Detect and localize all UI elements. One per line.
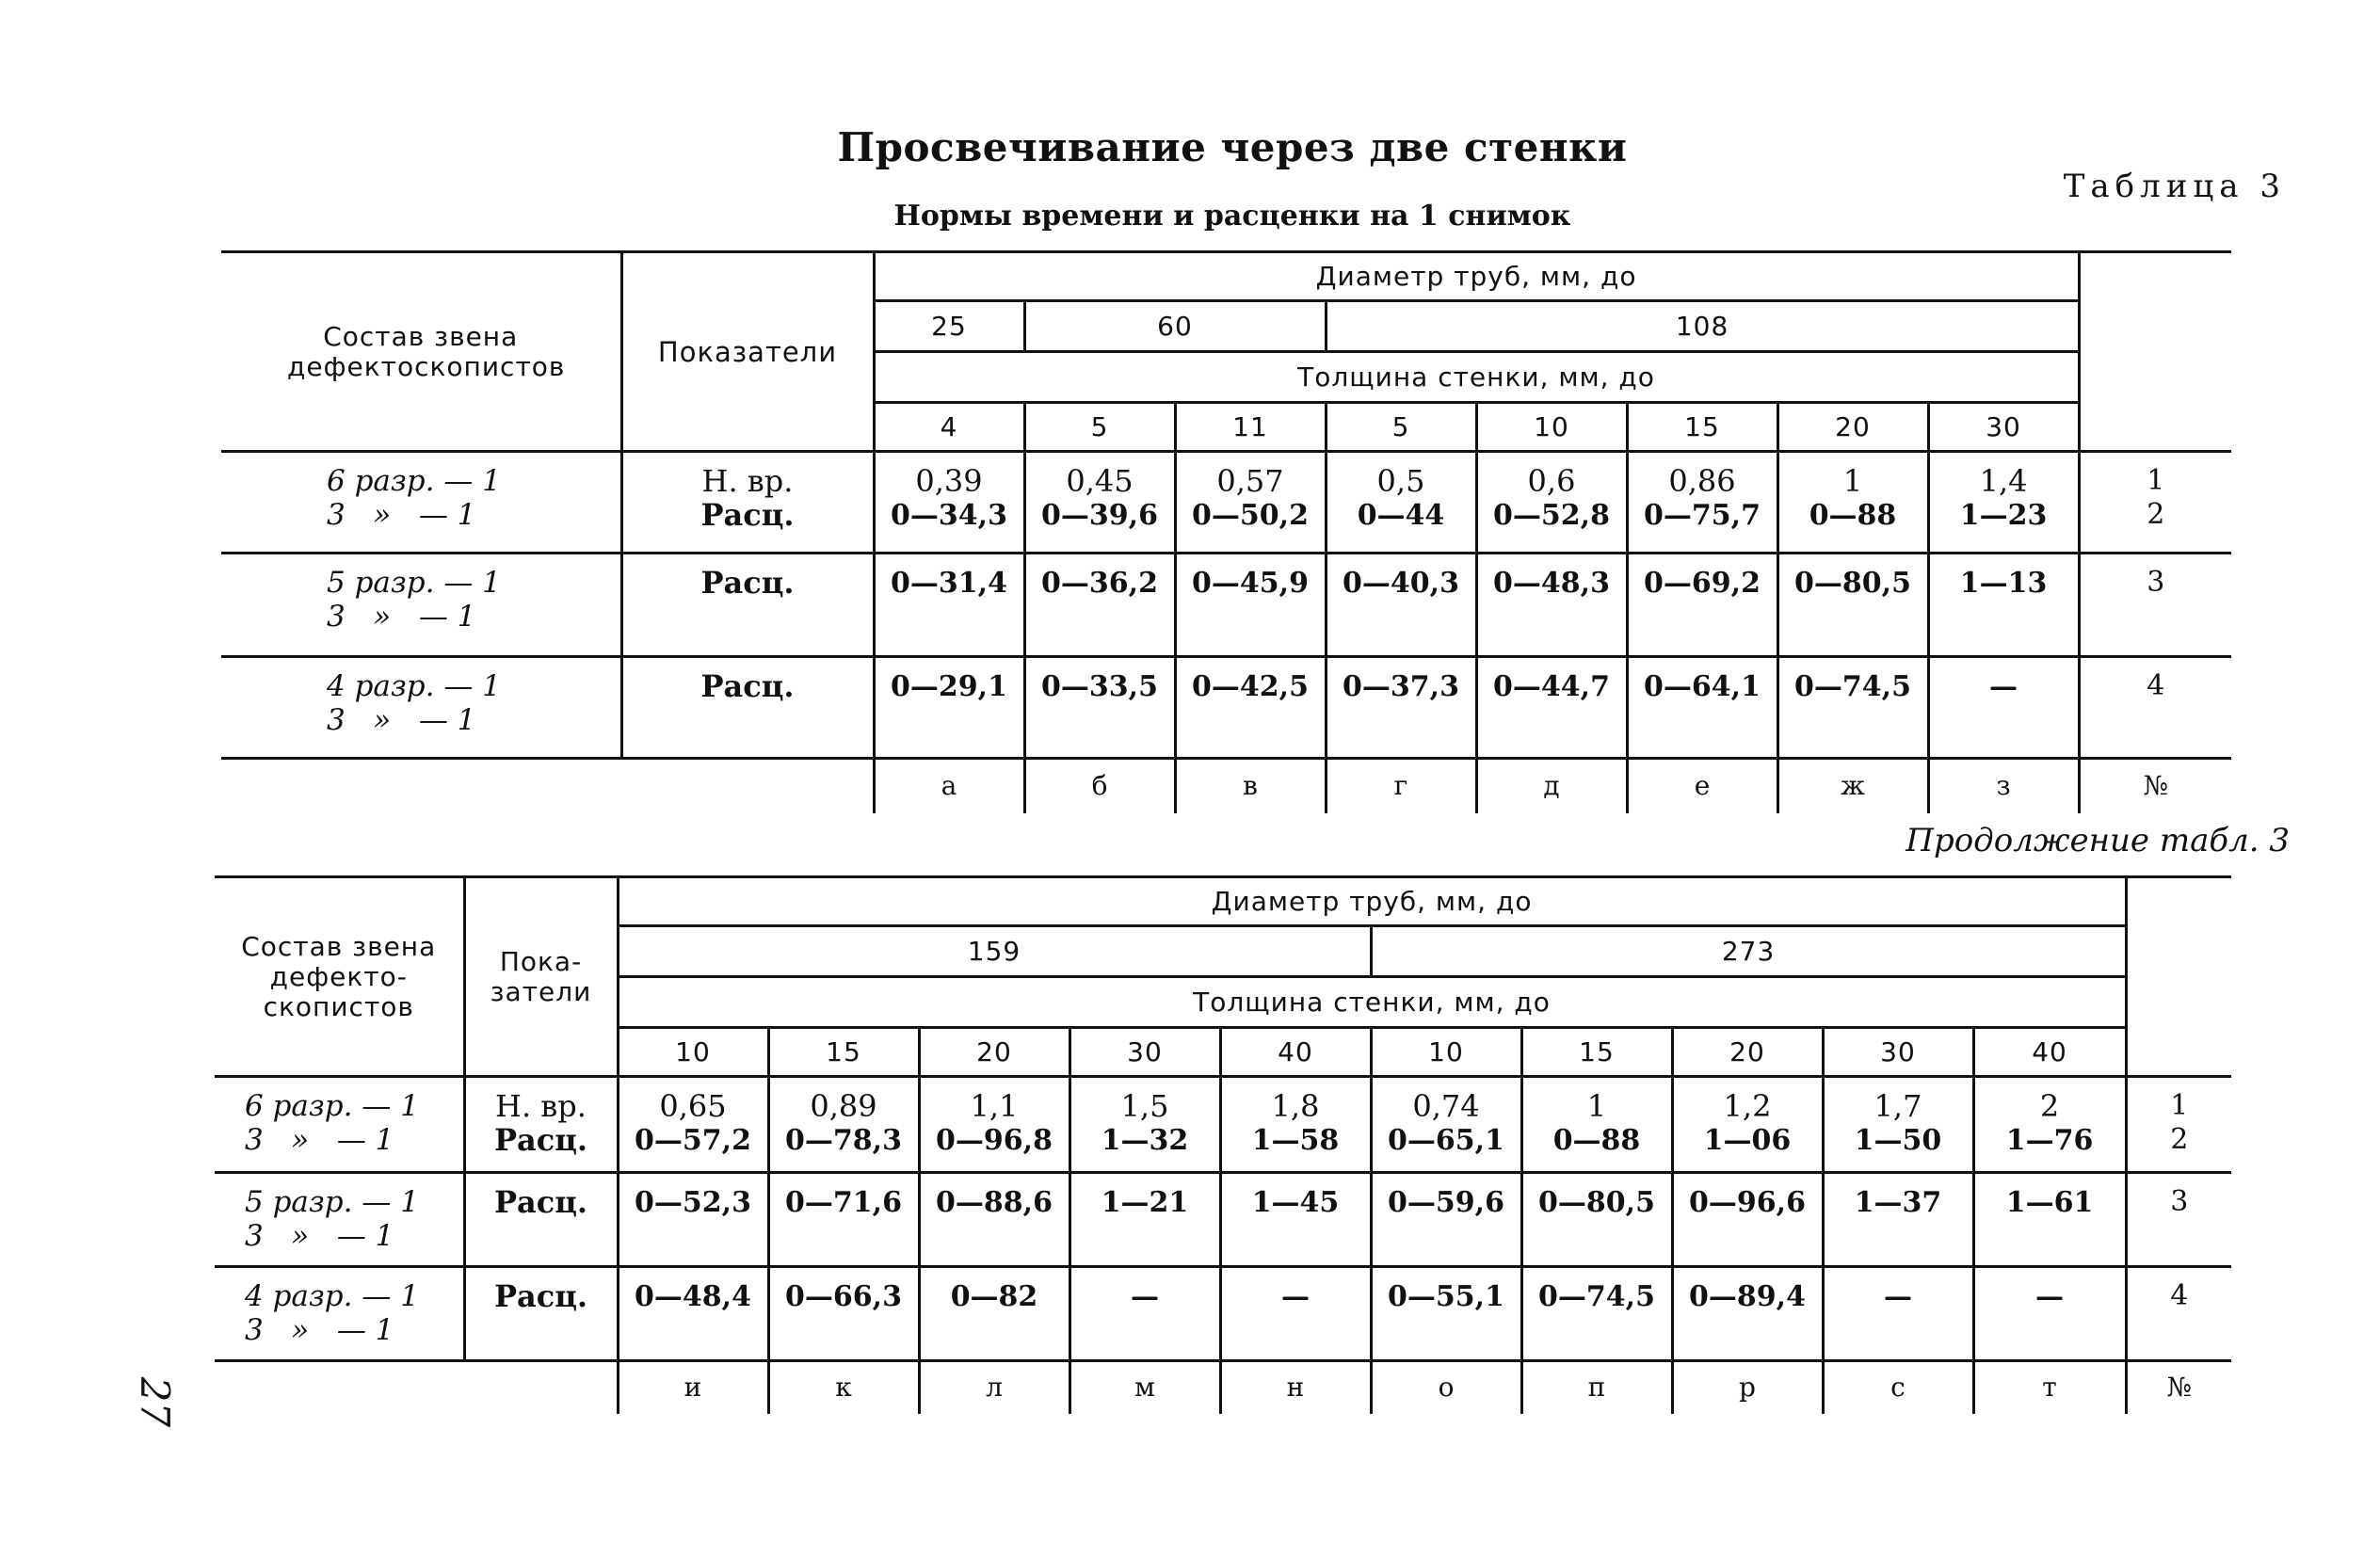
rate-label: Расц. — [493, 1184, 588, 1220]
time-norm-value: 0,5 — [1376, 463, 1425, 499]
rate-value: 0—80,5 — [1794, 567, 1911, 600]
column-letter: н — [1220, 1361, 1371, 1414]
letter-row-blank — [215, 1361, 618, 1414]
rate-value: 1—58 — [1251, 1124, 1340, 1157]
time-norm-value: 1,5 — [1120, 1088, 1169, 1124]
indicator-cell — [464, 1077, 618, 1173]
rate-value: 0—74,5 — [1794, 670, 1911, 703]
row-number: 1 — [2147, 464, 2165, 497]
rate-label: Расц. — [493, 1278, 588, 1314]
rate-value: 0—82 — [950, 1280, 1038, 1313]
rate-value: 0—65,1 — [1388, 1124, 1504, 1157]
row-number: 4 — [2147, 669, 2165, 702]
time-norm-value: 0,86 — [1668, 463, 1736, 499]
value-cell — [1326, 452, 1476, 554]
time-norm-value: 1,4 — [1979, 463, 2028, 499]
value-cell — [1371, 1267, 1521, 1361]
rate-value: 0—88,6 — [936, 1186, 1053, 1219]
table-row — [215, 1077, 2231, 1173]
row-number: 2 — [2147, 498, 2165, 531]
row-number: 3 — [2147, 566, 2165, 599]
value-cell — [618, 1077, 768, 1173]
crew-line: 5 разр. — 1 — [327, 566, 501, 600]
rate-value: 0—44 — [1357, 499, 1445, 532]
rate-value: 0—50,2 — [1192, 499, 1309, 532]
thickness-cell: 15 — [1521, 1028, 1672, 1077]
number-label: № — [2143, 770, 2169, 802]
row-number: 2 — [2170, 1123, 2189, 1156]
time-norm-label: Н. вр. — [701, 463, 794, 499]
value-cell — [874, 554, 1024, 657]
value-cell — [1220, 1077, 1371, 1173]
row-number-cell — [2126, 1077, 2231, 1173]
value-cell — [1672, 1077, 1823, 1173]
time-norm-value: 0,65 — [659, 1088, 727, 1124]
value-cell — [874, 452, 1024, 554]
column-letter: п — [1521, 1361, 1672, 1414]
rate-value: 1—37 — [1854, 1186, 1942, 1219]
rate-label: Расц. — [700, 497, 795, 533]
value-cell — [1928, 657, 2079, 759]
row-number-cell — [2126, 1173, 2231, 1267]
value-cell — [1476, 452, 1627, 554]
thickness-cell: 40 — [1220, 1028, 1371, 1077]
column-letter: ж — [1777, 759, 1928, 813]
rate-value: 0—52,3 — [635, 1186, 751, 1219]
column-letter: б — [1024, 759, 1175, 813]
indicator-cell — [464, 1173, 618, 1267]
rate-value: 0—42,5 — [1192, 670, 1309, 703]
time-norm-value: 1,7 — [1873, 1088, 1922, 1124]
value-cell — [1928, 554, 2079, 657]
column-letter: т — [1973, 1361, 2126, 1414]
crew-line: 3 » — 1 — [245, 1313, 394, 1347]
rate-value: 1—23 — [1959, 499, 2048, 532]
thickness-cell: 5 — [1326, 403, 1476, 452]
row-number-cell — [2079, 554, 2231, 657]
thickness-cell: 20 — [1777, 403, 1928, 452]
column-letter: д — [1476, 759, 1627, 813]
crew-line: 6 разр. — 1 — [327, 464, 501, 498]
value-cell — [1973, 1267, 2126, 1361]
value-cell — [1521, 1173, 1672, 1267]
rate-value: 1—76 — [2005, 1124, 2094, 1157]
indicator-cell — [464, 1267, 618, 1361]
time-norm-label: Н. вр. — [495, 1088, 587, 1124]
crew-line: 3 » — 1 — [245, 1123, 394, 1157]
time-norm-value: 1,1 — [970, 1088, 1019, 1124]
rate-value: 0—33,5 — [1041, 670, 1158, 703]
time-norm-value: 0,74 — [1412, 1088, 1480, 1124]
rate-value: — — [1884, 1280, 1912, 1313]
rate-value: 0—36,2 — [1041, 567, 1158, 600]
thickness-cell: 30 — [1069, 1028, 1220, 1077]
value-cell — [1928, 452, 2079, 554]
value-cell — [1777, 452, 1928, 554]
value-cell — [1175, 657, 1326, 759]
rate-value: — — [1989, 670, 2018, 703]
value-cell — [1220, 1267, 1371, 1361]
crew-header: Состав звена дефекто-скопистов — [215, 877, 464, 1077]
crew-line: 3 » — 1 — [245, 1219, 394, 1253]
value-cell — [1627, 452, 1777, 554]
letter-row-blank — [221, 759, 874, 813]
crew-line: 5 разр. — 1 — [245, 1185, 419, 1219]
crew-cell — [221, 657, 621, 759]
crew-cell — [221, 452, 621, 554]
thickness-cell: 11 — [1175, 403, 1326, 452]
rate-value: 0—44,7 — [1493, 670, 1610, 703]
rate-value: 1—06 — [1703, 1124, 1792, 1157]
value-cell — [1823, 1173, 1973, 1267]
rate-value: 1—61 — [2005, 1186, 2094, 1219]
time-norm-value: 0,45 — [1066, 463, 1134, 499]
crew-cell — [221, 554, 621, 657]
diameter-cell: 273 — [1371, 926, 2126, 977]
value-cell — [1326, 554, 1476, 657]
labor-norms-table-1 — [221, 250, 2231, 813]
thickness-cell: 20 — [1672, 1028, 1823, 1077]
thickness-cell: 15 — [1627, 403, 1777, 452]
column-letter: а — [874, 759, 1024, 813]
thickness-header: Толщина стенки, мм, до — [618, 977, 2126, 1028]
column-letter: г — [1326, 759, 1476, 813]
value-cell — [768, 1267, 919, 1361]
diameter-cell: 108 — [1326, 301, 2079, 352]
thickness-cell: 30 — [1823, 1028, 1973, 1077]
value-cell — [1476, 554, 1627, 657]
rate-value: 0—96,8 — [936, 1124, 1053, 1157]
table-row — [215, 1173, 2231, 1267]
value-cell — [1024, 657, 1175, 759]
rate-value: 0—88 — [1809, 499, 1897, 532]
labor-norms-table-2 — [215, 875, 2231, 1414]
row-number-cell — [2079, 452, 2231, 554]
crew-cell — [215, 1267, 464, 1361]
diameter-header: Диаметр труб, мм, до — [618, 877, 2126, 926]
thickness-header: Толщина стенки, мм, до — [874, 352, 2079, 403]
rate-value: 0—34,3 — [891, 499, 1007, 532]
thickness-cell: 30 — [1928, 403, 2079, 452]
value-cell — [1371, 1077, 1521, 1173]
thickness-cell: 10 — [618, 1028, 768, 1077]
rate-value: — — [2035, 1280, 2065, 1313]
value-cell — [1371, 1173, 1521, 1267]
value-cell — [874, 657, 1024, 759]
rate-value: — — [1131, 1280, 1159, 1313]
crew-line: 3 » — 1 — [327, 703, 476, 737]
table-row — [221, 452, 2231, 554]
thickness-cell: 4 — [874, 403, 1024, 452]
row-number: 4 — [2170, 1279, 2189, 1312]
rate-value: 0—59,6 — [1388, 1186, 1504, 1219]
indicator-cell — [621, 657, 874, 759]
value-cell — [1069, 1173, 1220, 1267]
column-letter: р — [1672, 1361, 1823, 1414]
rate-value: 0—55,1 — [1388, 1280, 1504, 1313]
indicators-header: Пока-затели — [464, 877, 618, 1077]
time-norm-value: 1,8 — [1271, 1088, 1320, 1124]
diameter-cell: 60 — [1024, 301, 1326, 352]
number-label: № — [2166, 1372, 2193, 1404]
value-cell — [1024, 554, 1175, 657]
time-norm-value: 0,39 — [915, 463, 983, 499]
column-letter: и — [618, 1361, 768, 1414]
column-letter-row — [221, 759, 2231, 813]
rate-value: 1—32 — [1101, 1124, 1189, 1157]
value-cell — [919, 1267, 1069, 1361]
value-cell — [768, 1173, 919, 1267]
table-row — [221, 657, 2231, 759]
value-cell — [1627, 554, 1777, 657]
rate-value: 1—21 — [1101, 1186, 1189, 1219]
crew-line: 4 разр. — 1 — [327, 669, 501, 703]
time-norm-value: 1 — [1586, 1088, 1607, 1124]
value-cell — [1973, 1173, 2126, 1267]
rate-value: 0—57,2 — [635, 1124, 751, 1157]
value-cell — [1672, 1173, 1823, 1267]
value-cell — [1476, 657, 1627, 759]
value-cell — [919, 1077, 1069, 1173]
rate-value: 0—89,4 — [1689, 1280, 1806, 1313]
rate-value: 0—74,5 — [1538, 1280, 1655, 1313]
rate-value: 0—69,2 — [1644, 567, 1761, 600]
number-column-header — [2079, 252, 2231, 452]
row-number-cell — [2079, 657, 2231, 759]
column-letter: в — [1175, 759, 1326, 813]
value-cell — [1069, 1077, 1220, 1173]
row-number: 3 — [2170, 1185, 2189, 1218]
thickness-cell: 10 — [1371, 1028, 1521, 1077]
rate-value: 0—80,5 — [1538, 1186, 1655, 1219]
value-cell — [1069, 1267, 1220, 1361]
value-cell — [1521, 1077, 1672, 1173]
value-cell — [1973, 1077, 2126, 1173]
rate-value: 1—50 — [1854, 1124, 1942, 1157]
value-cell — [1627, 657, 1777, 759]
column-letter: к — [768, 1361, 919, 1414]
crew-line: 3 » — 1 — [327, 600, 476, 634]
value-cell — [618, 1267, 768, 1361]
diameter-header: Диаметр труб, мм, до — [874, 252, 2079, 301]
crew-cell — [215, 1173, 464, 1267]
value-cell — [1521, 1267, 1672, 1361]
table-row — [221, 554, 2231, 657]
diameter-cell: 159 — [618, 926, 1371, 977]
column-letter: е — [1627, 759, 1777, 813]
crew-cell — [215, 1077, 464, 1173]
rate-value: 0—48,4 — [635, 1280, 751, 1313]
rate-value: 0—40,3 — [1343, 567, 1459, 600]
rate-value: 0—52,8 — [1493, 499, 1610, 532]
column-letter: з — [1928, 759, 2079, 813]
rate-value: 0—48,3 — [1493, 567, 1610, 600]
time-norm-value: 2 — [2039, 1088, 2060, 1124]
time-norm-value: 0,6 — [1527, 463, 1576, 499]
time-norm-value: 1,2 — [1723, 1088, 1772, 1124]
value-cell — [1175, 554, 1326, 657]
rate-value: 1—45 — [1251, 1186, 1340, 1219]
value-cell — [1777, 657, 1928, 759]
thickness-cell: 40 — [1973, 1028, 2126, 1077]
page-title: Просвечивание через две стенки — [837, 124, 1628, 170]
rate-value: 0—37,3 — [1343, 670, 1459, 703]
value-cell — [1777, 554, 1928, 657]
continuation-label: Продолжение табл. 3 — [1906, 822, 2290, 859]
value-cell — [1024, 452, 1175, 554]
diameter-cell: 25 — [874, 301, 1024, 352]
thickness-cell: 10 — [1476, 403, 1627, 452]
time-norm-value: 0,57 — [1216, 463, 1284, 499]
column-letter: л — [919, 1361, 1069, 1414]
value-cell — [768, 1077, 919, 1173]
rate-value: 1—13 — [1959, 567, 2048, 600]
number-column-header — [2126, 877, 2231, 1077]
page-subtitle: Нормы времени и расценки на 1 снимок — [893, 200, 1571, 233]
value-cell — [1326, 657, 1476, 759]
column-letter: о — [1371, 1361, 1521, 1414]
indicators-header: Показатели — [621, 252, 874, 452]
value-cell — [1823, 1077, 1973, 1173]
rate-value: 0—31,4 — [891, 567, 1007, 600]
value-cell — [1220, 1173, 1371, 1267]
time-norm-value: 1 — [1842, 463, 1863, 499]
row-number: 1 — [2170, 1089, 2189, 1122]
thickness-cell: 15 — [768, 1028, 919, 1077]
rate-value: 0—96,6 — [1689, 1186, 1806, 1219]
thickness-cell: 5 — [1024, 403, 1175, 452]
crew-line: 3 » — 1 — [327, 498, 476, 532]
rate-value: 0—39,6 — [1041, 499, 1158, 532]
rate-label: Расц. — [493, 1122, 588, 1158]
crew-line: 6 разр. — 1 — [245, 1089, 419, 1123]
rate-value: 0—29,1 — [891, 670, 1007, 703]
thickness-cell: 20 — [919, 1028, 1069, 1077]
rate-value: — — [1281, 1280, 1310, 1313]
column-letter-row — [215, 1361, 2231, 1414]
crew-line: 4 разр. — 1 — [245, 1279, 419, 1313]
time-norm-value: 0,89 — [810, 1088, 877, 1124]
value-cell — [1672, 1267, 1823, 1361]
rate-value: 0—66,3 — [785, 1280, 902, 1313]
value-cell — [1823, 1267, 1973, 1361]
rate-label: Расц. — [700, 565, 795, 601]
table-row — [215, 1267, 2231, 1361]
value-cell — [1175, 452, 1326, 554]
rate-value: 0—71,6 — [785, 1186, 902, 1219]
row-number-cell — [2126, 1267, 2231, 1361]
rate-value: 0—64,1 — [1644, 670, 1761, 703]
table-label: Таблица 3 — [2063, 168, 2286, 205]
crew-header: Состав звена дефектоскопистов — [221, 252, 621, 452]
indicator-cell — [621, 452, 874, 554]
rate-value: 0—75,7 — [1644, 499, 1761, 532]
rate-value: 0—78,3 — [785, 1124, 902, 1157]
value-cell — [919, 1173, 1069, 1267]
rate-label: Расц. — [700, 668, 795, 704]
value-cell — [618, 1173, 768, 1267]
page-number: 27 — [132, 1376, 179, 1428]
rate-value: 0—45,9 — [1192, 567, 1309, 600]
column-letter: с — [1823, 1361, 1973, 1414]
indicator-cell — [621, 554, 874, 657]
rate-value: 0—88 — [1552, 1124, 1641, 1157]
column-letter: м — [1069, 1361, 1220, 1414]
